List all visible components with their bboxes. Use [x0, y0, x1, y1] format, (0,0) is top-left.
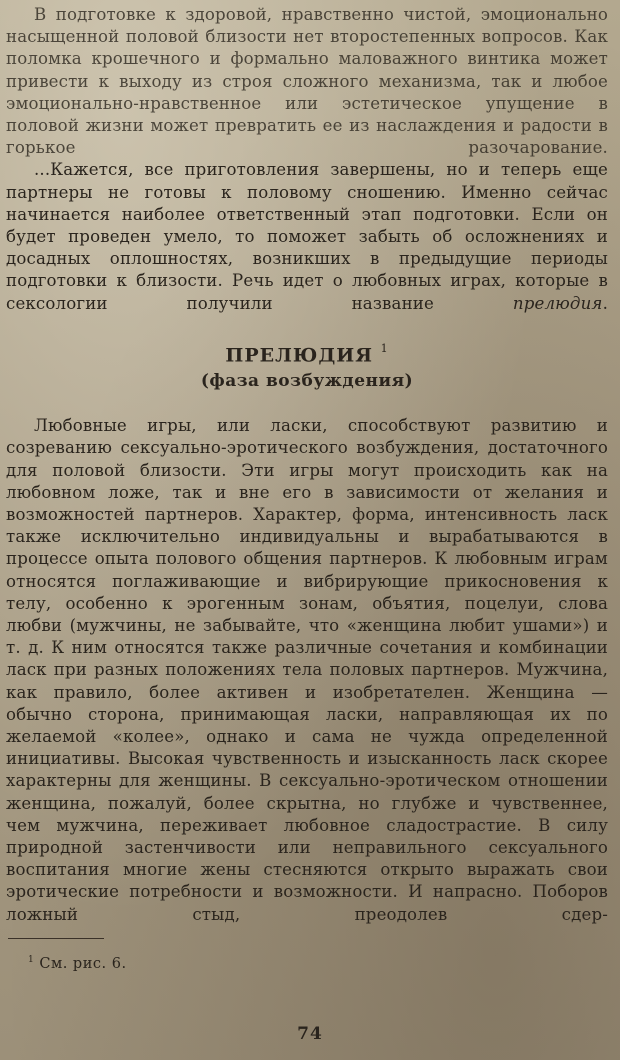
paragraph-love-games-text: Любовные игры, или ласки, способствуют развитию и созреванию сексуально-эротического возбуждения, достаточного для половой близости. Эти игры могут происходить как на любовном ложе, так и вне его в зависимости от желания и возможностей партнеров. Характер, форма, интенсивность ласк также исключительно индивидуальны и вырабатываются в процессе опыта полового общения партнеров. К любовным играм относятся поглаживающие и вибрирующие прикосновения к телу, особенно к эрогенным зонам, объятия, поцелуи, слова любви (мужчины, не забывайте, что «женщина любит ушами») и т. д. К ним относятся также различные сочетания и комбинации ласк при разных положениях тела половых партнеров. Мужчина, как правило, более активен и изобретателен. Женщина — обычно сторона, принимающая ласки, направляющая их по желаемой «колее», однако и сама не чужда определенной инициативы. Высокая чувственность и изысканность ласк скорее характерны для женщины. В сексуально-эротическом отношении женщина, пожалуй, более скрытна, но глубже и чувственнее, чем мужчина, переживает любовное сладострастие. В силу природной застенчивости или неправильного сексуального воспитания многие жены стесняются открыто выражать свои эротические потребности и возможности. И напрасно. Поборов ложный стыд, преодолев сдер- — [6, 416, 608, 924]
paragraph-love-games — [6, 415, 608, 926]
footnote-divider — [8, 938, 104, 939]
footnote-text: См. рис. 6. — [39, 955, 127, 972]
paragraph-transition-text: ...Кажется, все приготовления завершены, но и теперь еще партнеры не готовы к половому сношению. Именно сейчас начинается наиболее ответственный этап подготовки. Если он будет проведен умело, то поможет забыть об осложнениях и досадных оплошностях, возникших в предыдущие периоды подготовки к близости. Речь идет о любовных играх, которые в сексологии получили название — [6, 160, 608, 313]
paragraph-transition — [6, 159, 608, 314]
section-title — [6, 339, 608, 367]
section-subtitle: (фаза возбуждения) — [200, 371, 414, 392]
section-title-footnote-mark: 1 — [380, 341, 389, 355]
paragraph-intro-text: В подготовке к здоровой, нравственно чистой, эмоционально насыщенной половой близости нет второстепенных вопросов. Как поломка крошечного и формально маловажного винтика может привести к выходу из строя сложного механизма, так и любое эмоционально-нравственное или эстетическое упущение в половой жизни может превратить ее из наслаждения и радости в горькое разочарование. — [6, 5, 608, 158]
section-title-text: ПРЕЛЮДИЯ — [225, 344, 373, 367]
paragraph-transition-end: . — [602, 293, 608, 313]
footnote — [28, 951, 608, 973]
paragraph-intro — [6, 4, 608, 159]
term-prelude: прелюдия — [512, 293, 603, 313]
page-number: 74 — [297, 1024, 323, 1044]
footnote-mark: 1 — [28, 954, 35, 965]
